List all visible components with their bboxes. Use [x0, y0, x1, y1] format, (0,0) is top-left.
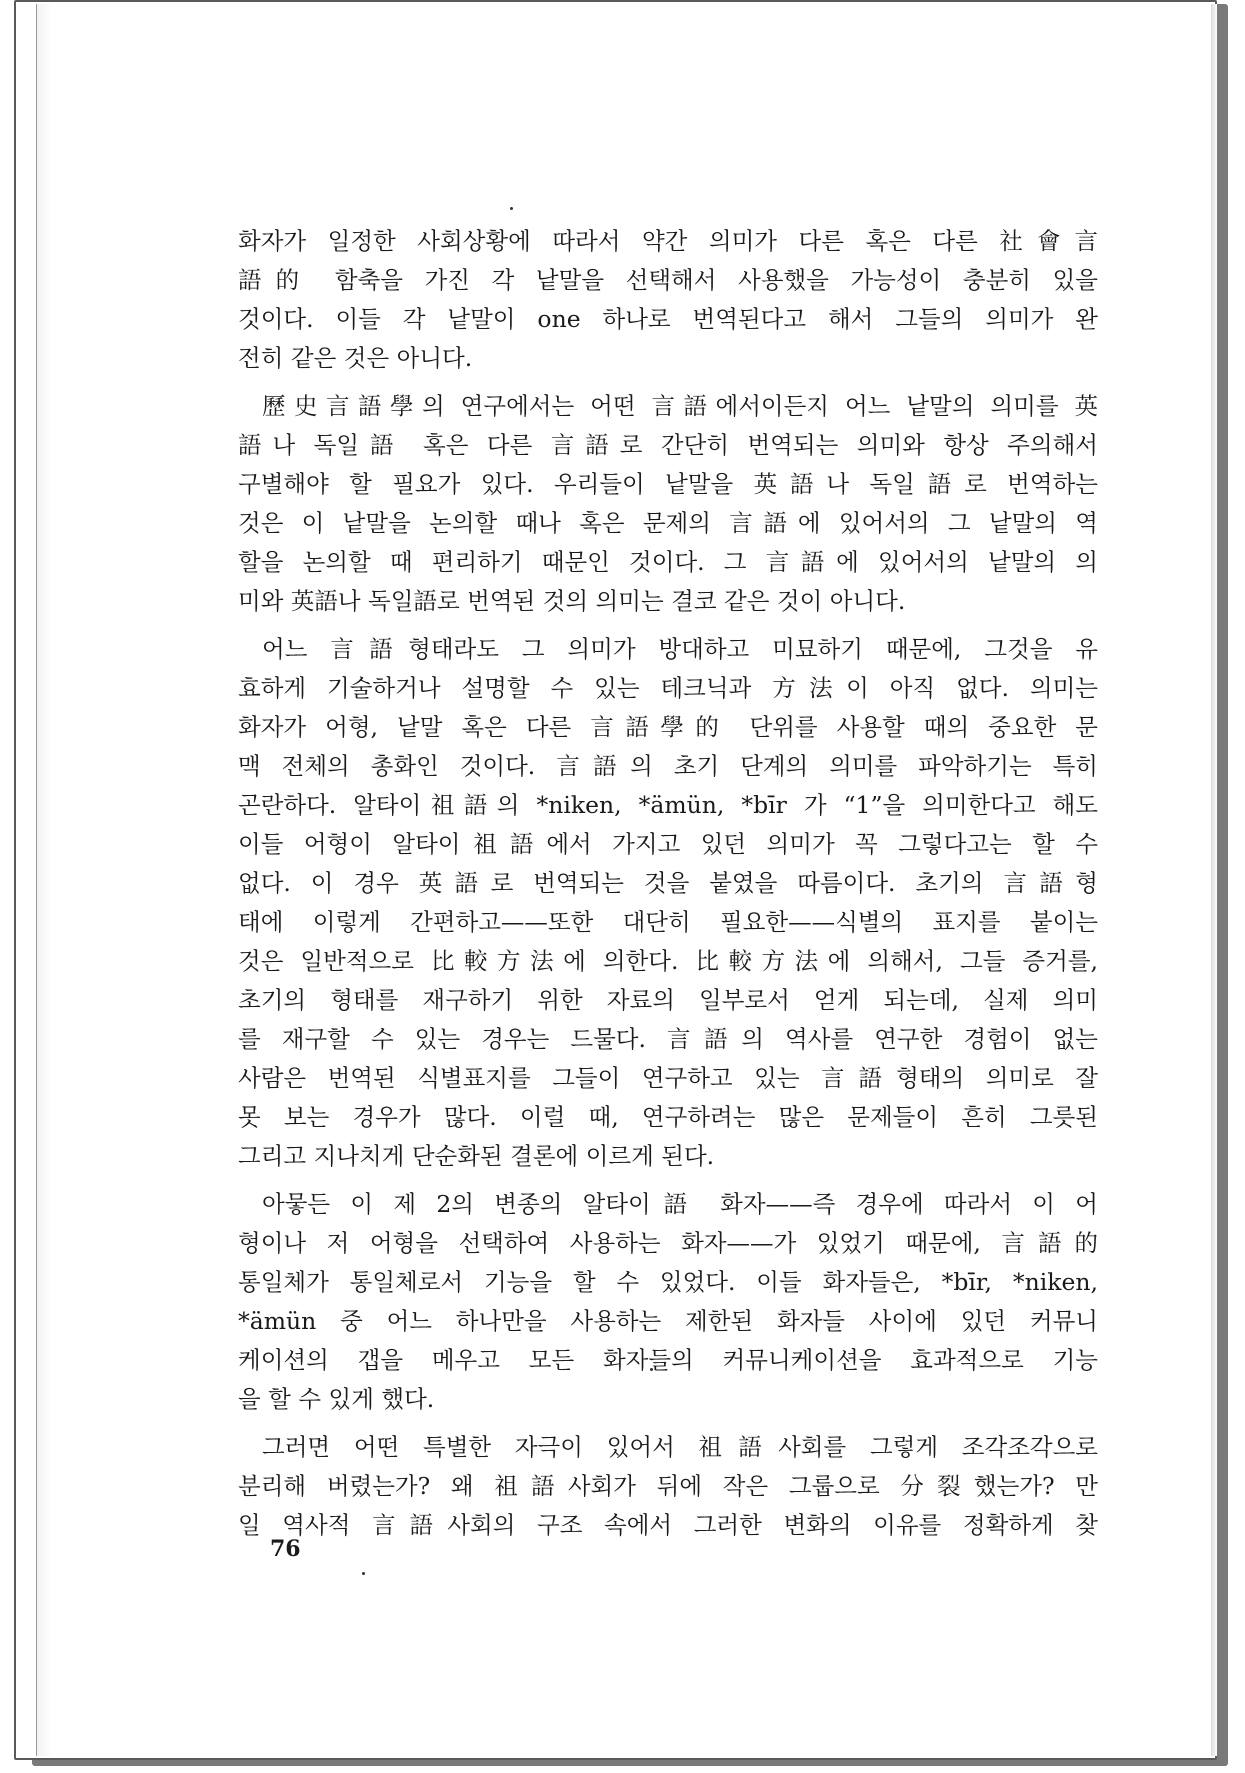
text-line: 화자가 일정한 사회상황에 따라서 약간 의미가 다른 혹은 다른 社會言	[238, 227, 1098, 255]
text-line: 분리해 버렸는가? 왜 祖語사회가 뒤에 작은 그룹으로 分裂했는가? 만	[238, 1472, 1098, 1500]
paragraph	[238, 222, 1098, 378]
text-line: 를 재구할 수 있는 경우는 드물다. 言語의 역사를 연구한 경험이 없는	[238, 1025, 1098, 1053]
text-line: 케이션의 갭을 메우고 모든 화자들의 커뮤니케이션을 효과적으로 기능	[238, 1346, 1098, 1374]
text-line: 못 보는 경우가 많다. 이럴 때, 연구하려는 많은 문제들이 흔히 그릇된	[238, 1103, 1098, 1131]
text-line: 을 할 수 있게 했다.	[238, 1385, 435, 1413]
text-line: 歷史言語學의 연구에서는 어떤 言語에서이든지 어느 낱말의 의미를 英	[262, 392, 1098, 420]
text-line: 화자가 어형, 낱말 혹은 다른 言語學的 단위를 사용할 때의 중요한 문	[238, 713, 1098, 741]
text-line: 아뭏든 이 제 2의 변종의 알타이語 화자——즉 경우에 따라서 이 어	[262, 1190, 1098, 1218]
text-line: 미와 英語나 독일語로 번역된 것의 의미는 결코 같은 것이 아니다.	[238, 587, 906, 615]
text-line: 곤란하다. 알타이祖語의 *niken, *ämün, *bīr 가 “1”을 의미한다고 해도	[238, 791, 1098, 819]
scan-speck	[362, 1572, 365, 1575]
text-line: 태에 이렇게 간편하고——또한 대단히 필요한——식별의 표지를 붙이는	[238, 908, 1098, 936]
text-line: 없다. 이 경우 英語로 번역되는 것을 붙였을 따름이다. 초기의 言語형	[238, 869, 1098, 897]
text-line: 이들 어형이 알타이祖語에서 가지고 있던 의미가 꼭 그렇다고는 할 수	[238, 830, 1098, 858]
text-line: 통일체가 통일체로서 기능을 할 수 있었다. 이들 화자들은, *bīr, *niken,	[238, 1268, 1098, 1296]
text-line: 일 역사적 言語사회의 구조 속에서 그러한 변화의 이유를 정확하게 찾	[238, 1511, 1098, 1539]
text-line: 것이다. 이들 각 낱말이 one 하나로 번역된다고 해서 그들의 의미가 완	[238, 305, 1098, 333]
paragraph	[238, 1428, 1098, 1545]
paragraph	[238, 1185, 1098, 1419]
text-line: *ämün 중 어느 하나만을 사용하는 제한된 화자들 사이에 있던 커뮤니	[238, 1307, 1098, 1335]
scan-speck	[510, 207, 513, 210]
body-text	[238, 222, 1098, 1545]
text-line: 語나 독일語 혹은 다른 言語로 간단히 번역되는 의미와 항상 주의해서	[238, 431, 1098, 459]
paragraph	[238, 630, 1098, 1176]
text-line: 것은 이 낱말을 논의할 때나 혹은 문제의 言語에 있어서의 그 낱말의 역	[238, 509, 1098, 537]
text-line: 사람은 번역된 식별표지를 그들이 연구하고 있는 言語형태의 의미로 잘	[238, 1064, 1098, 1092]
text-line: 맥 전체의 총화인 것이다. 言語의 초기 단계의 의미를 파악하기는 특히	[238, 752, 1098, 780]
text-line: 어느 言語형태라도 그 의미가 방대하고 미묘하기 때문에, 그것을 유	[262, 635, 1098, 663]
text-line: 할을 논의할 때 편리하기 때문인 것이다. 그 言語에 있어서의 낱말의 의	[238, 548, 1098, 576]
text-line: 효하게 기술하거나 설명할 수 있는 테크닉과 方法이 아직 없다. 의미는	[238, 674, 1098, 702]
text-line: 형이나 저 어형을 선택하여 사용하는 화자——가 있었기 때문에, 言語的	[238, 1229, 1098, 1257]
text-line: 것은 일반적으로 比較方法에 의한다. 比較方法에 의해서, 그들 증거를,	[238, 947, 1098, 975]
text-line: 전히 같은 것은 아니다.	[238, 344, 473, 372]
paragraph	[238, 387, 1098, 621]
text-line: 그리고 지나치게 단순화된 결론에 이르게 된다.	[238, 1142, 715, 1170]
page-right-edge	[1211, 4, 1217, 1756]
text-line: 구별해야 할 필요가 있다. 우리들이 낱말을 英語나 독일語로 번역하는	[238, 470, 1098, 498]
text-line: 語的 함축을 가진 각 낱말을 선택해서 사용했을 가능성이 충분히 있을	[238, 266, 1098, 294]
text-line: 초기의 형태를 재구하기 위한 자료의 일부로서 얻게 되는데, 실제 의미	[238, 986, 1098, 1014]
page-spine	[36, 4, 59, 1756]
text-line: 그러면 어떤 특별한 자극이 있어서 祖語사회를 그렇게 조각조각으로	[262, 1433, 1098, 1461]
page-number: 76	[270, 1536, 301, 1562]
